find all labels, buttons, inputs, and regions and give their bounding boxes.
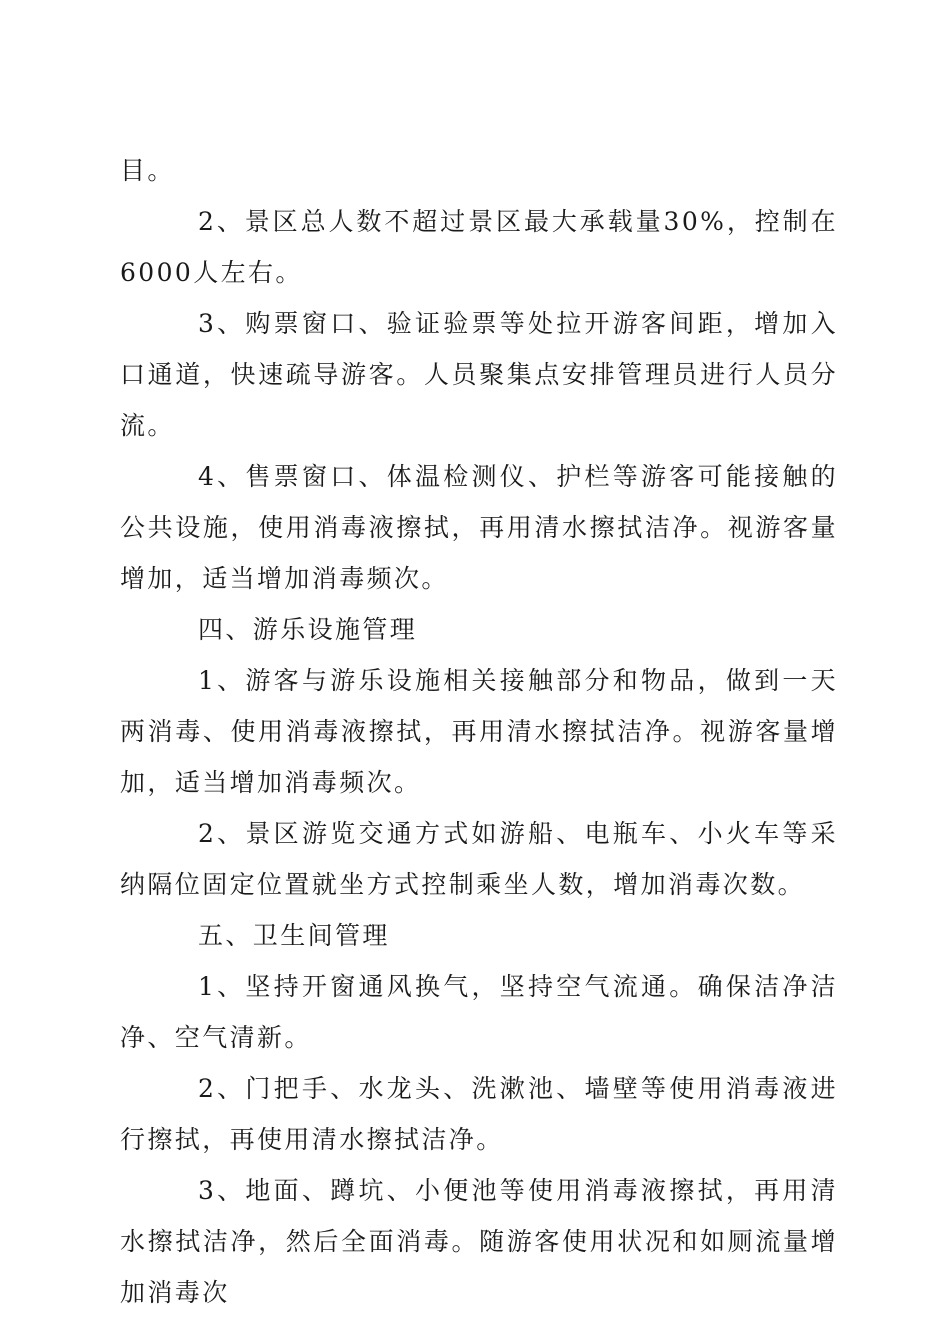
paragraph-restrooms-item-2: 2、门把手、水龙头、洗漱池、墙壁等使用消毒液进行擦拭，再使用清水擦拭洁净。 xyxy=(120,1074,838,1154)
paragraph-restrooms-item-1: 1、坚持开窗通风换气，坚持空气流通。确保洁净洁净、空气清新。 xyxy=(120,972,838,1052)
paragraph-rides-item-1: 1、游客与游乐设施相关接触部分和物品，做到一天两消毒、使用消毒液擦拭，再用清水擦拭洁净。视游客量增加，适当增加消毒频次。 xyxy=(120,666,838,797)
paragraph-item-3-ticketing: 3、购票窗口、验证验票等处拉开游客间距，增加入口通道，快速疏导游客。人员聚集点安排管理员进行人员分流。 xyxy=(120,309,838,440)
paragraph-restrooms-item-3: 3、地面、蹲坑、小便池等使用消毒液擦拭，再用清水擦拭洁净，然后全面消毒。随游客使用状况和如厕流量增加消毒次 xyxy=(120,1176,838,1307)
paragraph-item-4-disinfection: 4、售票窗口、体温检测仪、护栏等游客可能接触的公共设施，使用消毒液擦拭，再用清水擦拭洁净。视游客量增加，适当增加消毒频次。 xyxy=(120,462,838,593)
document-body xyxy=(120,145,838,1318)
paragraph-continuation: 目。 xyxy=(120,156,175,185)
paragraph-item-2-capacity: 2、景区总人数不超过景区最大承载量30%，控制在6000人左右。 xyxy=(120,207,838,287)
section-heading-rides: 四、游乐设施管理 xyxy=(198,615,418,644)
paragraph-rides-item-2: 2、景区游览交通方式如游船、电瓶车、小火车等采纳隔位固定位置就坐方式控制乘坐人数，增加消毒次数。 xyxy=(120,819,838,899)
section-heading-restrooms: 五、卫生间管理 xyxy=(198,921,390,950)
